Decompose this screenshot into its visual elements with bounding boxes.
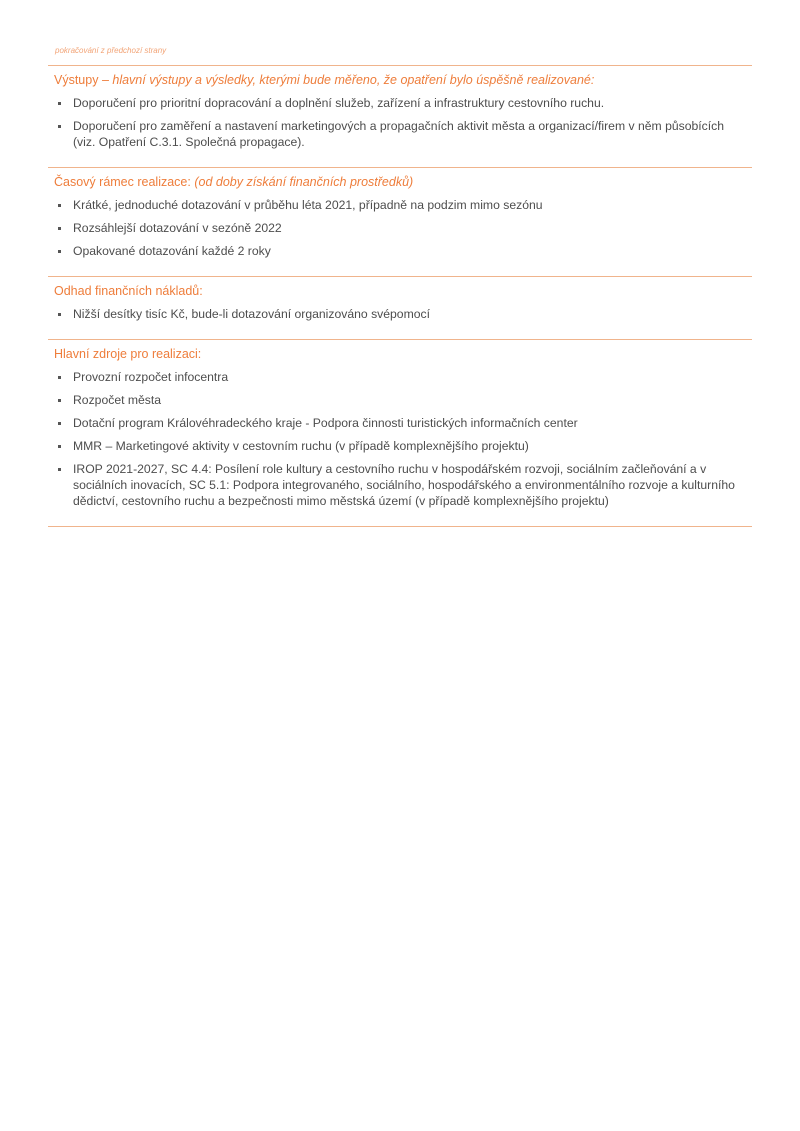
- list-item: MMR – Marketingové aktivity v cestovním ruchu (v případě komplexnějšího projektu): [54, 438, 746, 454]
- list-item: Rozpočet města: [54, 392, 746, 408]
- section-outputs: [48, 65, 752, 167]
- document-page: [48, 0, 752, 527]
- list-item: Rozsáhlejší dotazování v sezóně 2022: [54, 220, 746, 236]
- list-item: Doporučení pro zaměření a nastavení marketingových a propagačních aktivit města a organizací/firem v něm působících (viz. Opatření C.3.1. Společná propagace).: [54, 118, 746, 150]
- list-item: Krátké, jednoduché dotazování v průběhu léta 2021, případně na podzim mimo sezónu: [54, 197, 746, 213]
- list-item: Doporučení pro prioritní dopracování a doplnění služeb, zařízení a infrastruktury cestovního ruchu.: [54, 95, 746, 111]
- bullet-list: [54, 306, 746, 335]
- list-item: Dotační program Královéhradeckého kraje - Podpora činnosti turistických informačních center: [54, 415, 746, 431]
- heading-text: Výstupy: [54, 73, 99, 87]
- heading-text: Hlavní zdroje pro realizaci:: [54, 347, 202, 361]
- heading-note: (od doby získání finančních prostředků): [190, 175, 414, 189]
- section-heading: [54, 174, 746, 191]
- section-bottom-divider: [48, 526, 752, 527]
- list-item: Opakované dotazování každé 2 roky: [54, 243, 746, 259]
- section-heading: [54, 283, 746, 300]
- list-item: IROP 2021-2027, SC 4.4: Posílení role kultury a cestovního ruchu v hospodářském rozvoji, sociálním začleňování a v sociálních inovacích, SC 5.1: Podpora integrovaného, sociálního, hospodářského a environmentálního rozvoje a kulturního dědictví, cestovního ruchu a bezpečnosti mimo městská území (v případě komplexnějšího projektu): [54, 461, 746, 509]
- section-cost-estimate: [48, 276, 752, 339]
- section-heading: [54, 72, 746, 89]
- continuation-note: pokračování z předchozí strany: [55, 46, 167, 55]
- list-item: Nižší desítky tisíc Kč, bude-li dotazování organizováno svépomocí: [54, 306, 746, 322]
- bullet-list: [54, 369, 746, 522]
- list-item: Provozní rozpočet infocentra: [54, 369, 746, 385]
- heading-text: Odhad finančních nákladů:: [54, 284, 203, 298]
- heading-note: – hlavní výstupy a výsledky, kterými bude měřeno, že opatření bylo úspěšně realizované:: [98, 73, 595, 87]
- bullet-list: [54, 197, 746, 272]
- section-timeframe: [48, 167, 752, 276]
- bullet-list: [54, 95, 746, 163]
- section-funding-sources: [48, 339, 752, 526]
- section-heading: [54, 346, 746, 363]
- heading-text: Časový rámec realizace:: [54, 175, 191, 189]
